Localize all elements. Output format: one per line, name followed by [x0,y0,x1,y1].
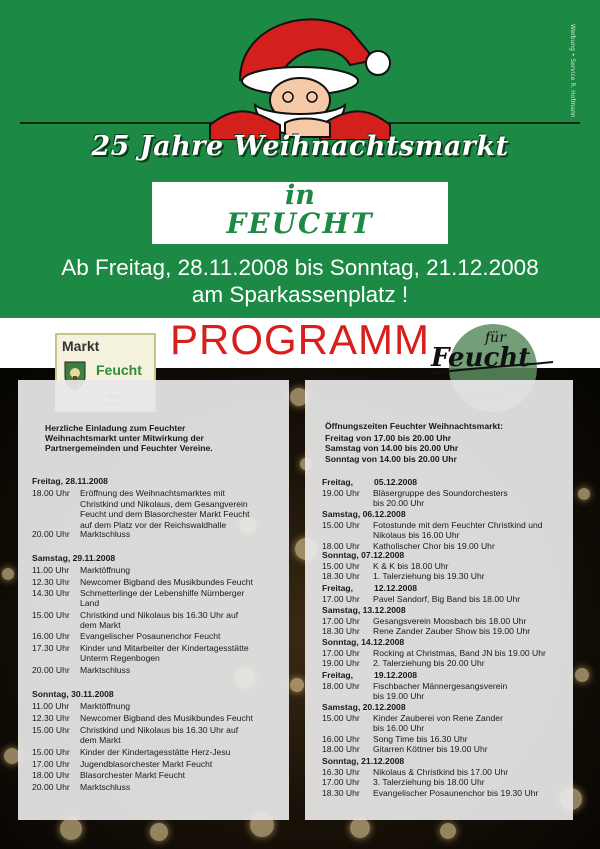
schedule-time: 12.30 Uhr [32,577,70,587]
in-label: in [285,180,315,211]
schedule-time: 18.30 Uhr [322,571,360,582]
day-label: Freitag, [322,583,354,593]
day-label: Freitag, [322,670,354,680]
schedule-time: 20.00 Uhr [32,665,70,675]
schedule-time: 14.30 Uhr [32,588,70,598]
schedule-text: Fotostunde mit dem Feuchter Christkind und [373,520,543,530]
schedule-time: 11.00 Uhr [32,565,70,575]
schedule-time: 16.00 Uhr [32,631,70,641]
schedule-text: bis 19.00 Uhr [373,691,425,702]
schedule-time: 18.30 Uhr [322,787,360,798]
schedule-text: Christkind und Nikolaus bis 16.30 Uhr auf [80,725,239,735]
intro-line-1: Herzliche Einladung zum Feuchter [45,423,186,433]
program-title: PROGRAMM [170,316,430,363]
day-heading [322,702,406,712]
day-label: Samstag, 06.12.2008 [322,509,406,519]
day-label: Sonntag, 14.12.2008 [322,637,405,647]
intro-line-2: Weihnachtsmarkt unter Mitwirkung der [45,433,204,443]
schedule-text: Katholischer Chor bis 19.00 Uhr [373,540,495,551]
schedule-text: Fischbacher Männergesangsverein [373,681,508,691]
schedule-text: K & K bis 18.00 Uhr [373,561,449,571]
schedule-text: Bläsergruppe des Soundorchesters [373,488,508,498]
schedule-time: 17.00 Uhr [322,616,360,626]
schedule-text: auf dem Platz vor der Reichswaldhalle [80,519,227,530]
schedule-time: 18.00 Uhr [322,743,360,754]
schedule-time: 11.00 Uhr [32,701,70,711]
schedule-time: 18.00 Uhr [32,770,70,780]
day-label: Samstag, 13.12.2008 [322,605,406,615]
hours-sunday: Sonntag von 14.00 bis 20.00 Uhr [325,454,457,464]
town-name: FEUCHT [226,207,374,240]
schedule-time: 18.00 Uhr [322,540,360,551]
schedule-text: Newcomer Bigband des Musikbundes Feucht [80,577,253,587]
hours-title: Öffnungszeiten Feuchter Weihnachtsmarkt: [325,421,503,431]
schedule-text: Nikolaus & Christkind bis 17.00 Uhr [373,767,509,777]
schedule-text: 2. Talerziehung bis 20.00 Uhr [373,658,485,669]
hours-friday: Freitag von 17.00 bis 20.00 Uhr [325,433,452,443]
svg-text:für: für [485,330,506,346]
schedule-text: bis 16.00 Uhr [373,723,425,734]
schedule-time: 15.00 Uhr [322,520,360,530]
hours-saturday: Samstag von 14.00 bis 20.00 Uhr [325,443,459,453]
schedule-time: 15.00 Uhr [32,610,70,620]
markt-logo-town: Feucht [96,362,142,378]
day-heading [322,550,404,560]
schedule-time: 17.00 Uhr [322,648,360,658]
schedule-text: Marktschluss [80,529,131,539]
schedule-time: 15.00 Uhr [32,747,70,757]
schedule-text: Unterm Regenbogen [80,653,160,663]
schedule-text: 1. Talerziehung bis 19.30 Uhr [373,571,485,582]
svg-text:Feucht: Feucht [431,343,531,373]
schedule-text: Christkind und Nikolaus bis 16.30 Uhr auf [80,610,239,620]
schedule-text: Jugendblasorchester Markt Feucht [80,759,213,769]
schedule-text: Pavel Sandorf, Big Band bis 18.00 Uhr [373,594,521,604]
schedule-text: Eröffnung des Weihnachtsmarktes mit [80,488,225,498]
location: am Sparkassenplatz ! [191,282,409,307]
day-heading [322,477,417,487]
day-heading [322,509,406,519]
schedule-text: dem Markt [80,620,121,630]
schedule-text: bis 20.00 Uhr [373,498,425,509]
markt-logo-word: Markt [62,338,100,354]
schedule-time: 15.00 Uhr [322,713,360,723]
day-heading [322,583,417,593]
day-label: Sonntag, 07.12.2008 [322,550,405,560]
schedule-text: Gitarren Köttner bis 19.00 Uhr [373,743,488,754]
schedule-text: Evangelischer Posaunenchor Feucht [80,631,221,641]
intro-line-3: Partnergemeinden und Feuchter Vereine. [45,443,213,453]
schedule-text: Kinder der Kindertagesstätte Herz-Jesu [80,747,231,757]
schedule-text: Nikolaus bis 16.00 Uhr [373,530,460,541]
date-range: Ab Freitag, 28.11.2008 bis Sonntag, 21.12.2008 [61,255,539,280]
schedule-text: Marktöffnung [80,565,131,575]
day-date: 12.12.2008 [374,583,418,593]
santa-claus-illustration [200,5,400,140]
schedule-text: Song Time bis 16.30 Uhr [373,733,468,744]
schedule-time: 15.00 Uhr [32,725,70,735]
schedule-time: 16.00 Uhr [322,733,360,744]
schedule-time: 12.30 Uhr [32,713,70,723]
schedule-text: Marktschluss [80,782,131,792]
day-date: 19.12.2008 [374,670,418,680]
schedule-text: Kinder Zauberei von Rene Zander [373,713,503,723]
schedule-text: Kinder und Mitarbeiter der Kindertagesstätte [80,643,249,653]
schedule-time: 20.00 Uhr [32,529,70,539]
day-heading [322,605,406,615]
schedule-time: 17.00 Uhr [322,594,360,604]
schedule-text: Land [80,598,100,608]
schedule-time: 16.30 Uhr [322,767,360,777]
schedule-text: Gesangsverein Moosbach bis 18.00 Uhr [373,616,527,626]
schedule-text: Christkind und Nikolaus, dem Gesangverein [80,498,248,509]
day-heading: Sonntag, 30.11.2008 [32,689,114,699]
schedule-text: Newcomer Bigband des Musikbundes Feucht [80,713,253,723]
day-label: Samstag, 20.12.2008 [322,702,406,712]
anniversary-title: 25 Jahre Weihnachtsmarkt [91,131,509,162]
schedule-text: 3. Talerziehung bis 18.00 Uhr [373,777,485,788]
schedule-text: Evangelischer Posaunenchor bis 19.30 Uhr [373,787,539,798]
day-heading [322,670,417,680]
day-heading: Samstag, 29.11.2008 [32,553,116,563]
schedule-text: dem Markt [80,735,121,745]
schedule-text: Feucht und dem Blasorchester Markt Feucht [80,509,250,519]
schedule-time: 17.30 Uhr [32,643,70,653]
schedule-time: 18.30 Uhr [322,626,360,637]
schedule-time: 20.00 Uhr [32,782,70,792]
schedule-time: 17.00 Uhr [322,777,360,788]
day-date: 05.12.2008 [374,477,418,487]
day-label: Sonntag, 21.12.2008 [322,756,405,766]
schedule-time: 19.00 Uhr [322,488,360,498]
day-heading [322,637,404,647]
day-heading: Freitag, 28.11.2008 [32,476,108,486]
designer-credit: Werbung • Service R. Hofmann [569,24,576,118]
schedule-time: 19.00 Uhr [322,658,360,669]
day-label: Freitag, [322,477,354,487]
day-heading [322,756,404,766]
schedule-time: 15.00 Uhr [322,561,360,571]
schedule-text: Marktschluss [80,665,131,675]
schedule-text: Rocking at Christmas, Band JN bis 19.00 Uhr [373,648,546,658]
schedule-time: 18.00 Uhr [32,488,70,498]
schedule-text: Blasorchester Markt Feucht [80,770,186,780]
schedule-time: 17.00 Uhr [32,759,70,769]
schedule-text: Marktöffnung [80,701,131,711]
schedule-text: Rene Zander Zauber Show bis 19.00 Uhr [373,626,531,637]
schedule-text: Schmetterlinge der Lebenshilfe Nürnberger [80,588,245,598]
schedule-time: 18.00 Uhr [322,681,360,691]
